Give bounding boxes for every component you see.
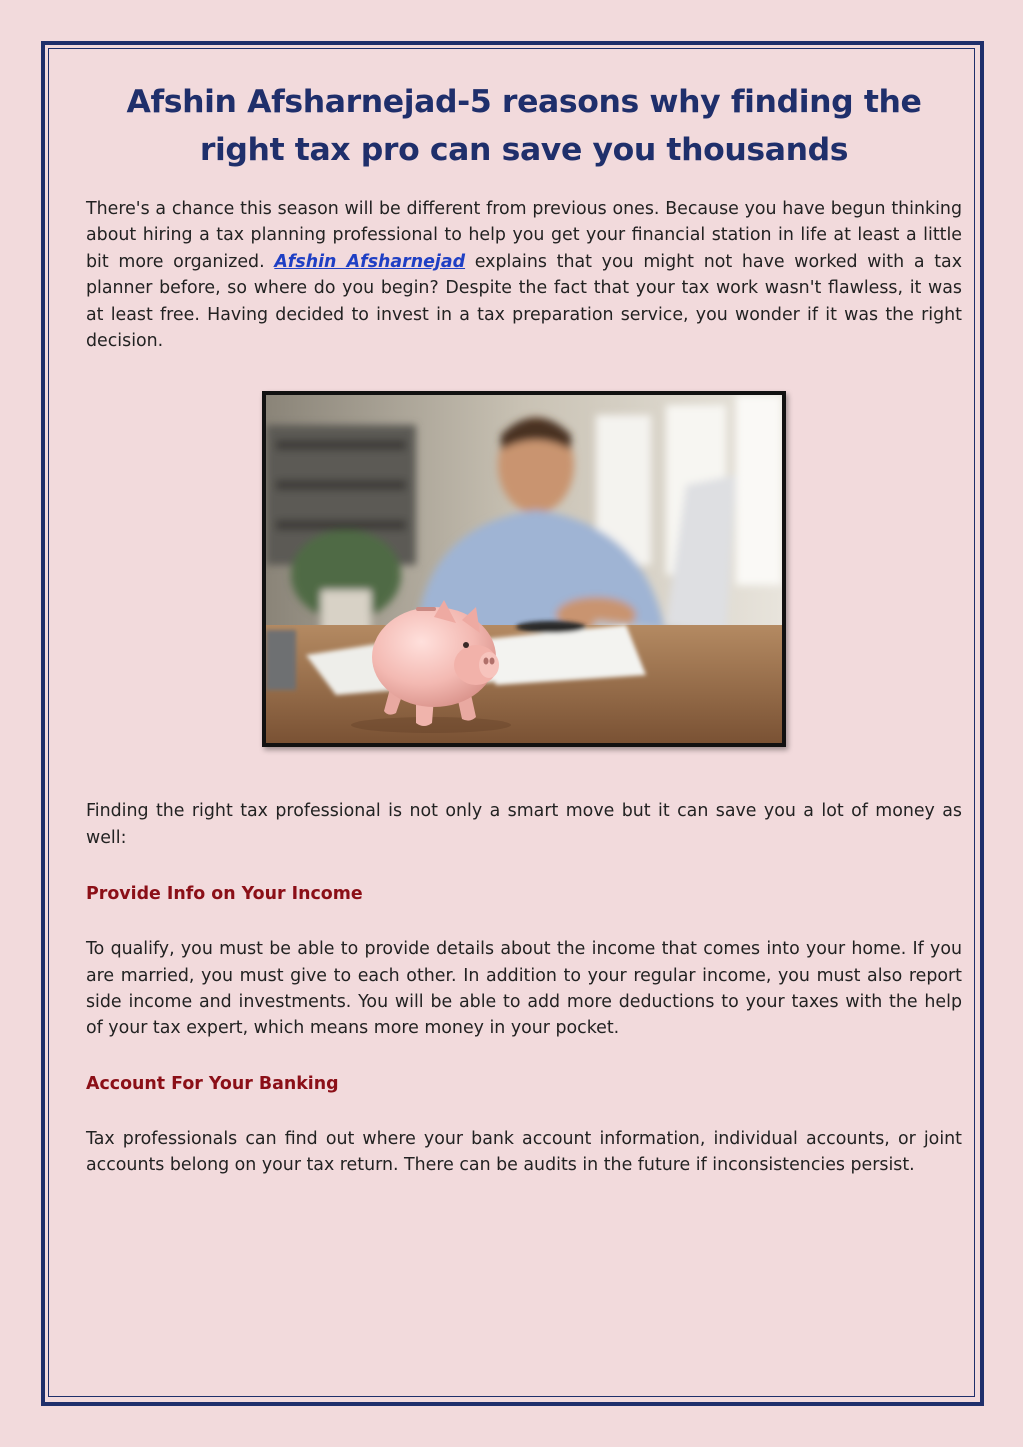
intro-text-start: There's a chance this season will be different from previous ones. Because you have begun thinking about hiring a tax planning professional to help you get your financial station in life at least a little bit more organized. (86, 199, 962, 272)
article (86, 78, 962, 1179)
intro-paragraph (86, 196, 962, 354)
intro-text-end: explains that you might not have worked with a tax planner before, so where do you begin? Despite the fact that your tax work wasn't flawless, it was at least free. Having decided to invest in a tax preparation service, you wonder if it was the right decision. (86, 251, 962, 352)
section-body-income: To qualify, you must be able to provide details about the income that comes into your home. If you are married, you must give to each other. In addition to your regular income, you must also report side income and investments. You will be able to add more deductions to your taxes with the help of your tax expert, which means more money in your pocket. (86, 939, 962, 1039)
article-photo (262, 391, 786, 747)
man-with-piggy-bank-image (266, 395, 782, 743)
section-body-banking: Tax professionals can find out where your bank account information, individual accounts, or joint accounts belong on your tax return. There can be audits in the future if inconsistencies persist. (86, 1128, 962, 1176)
page-title: Afshin Afsharnejad-5 reasons why finding the right tax pro can save you thousands (126, 84, 922, 168)
author-link[interactable]: Afshin Afsharnejad (274, 251, 466, 272)
section-heading-income: Provide Info on Your Income (86, 884, 363, 905)
intro-paragraph-2: Finding the right tax professional is not only a smart move but it can save you a lot of money as well: (86, 801, 962, 848)
section-heading-banking: Account For Your Banking (86, 1073, 339, 1094)
